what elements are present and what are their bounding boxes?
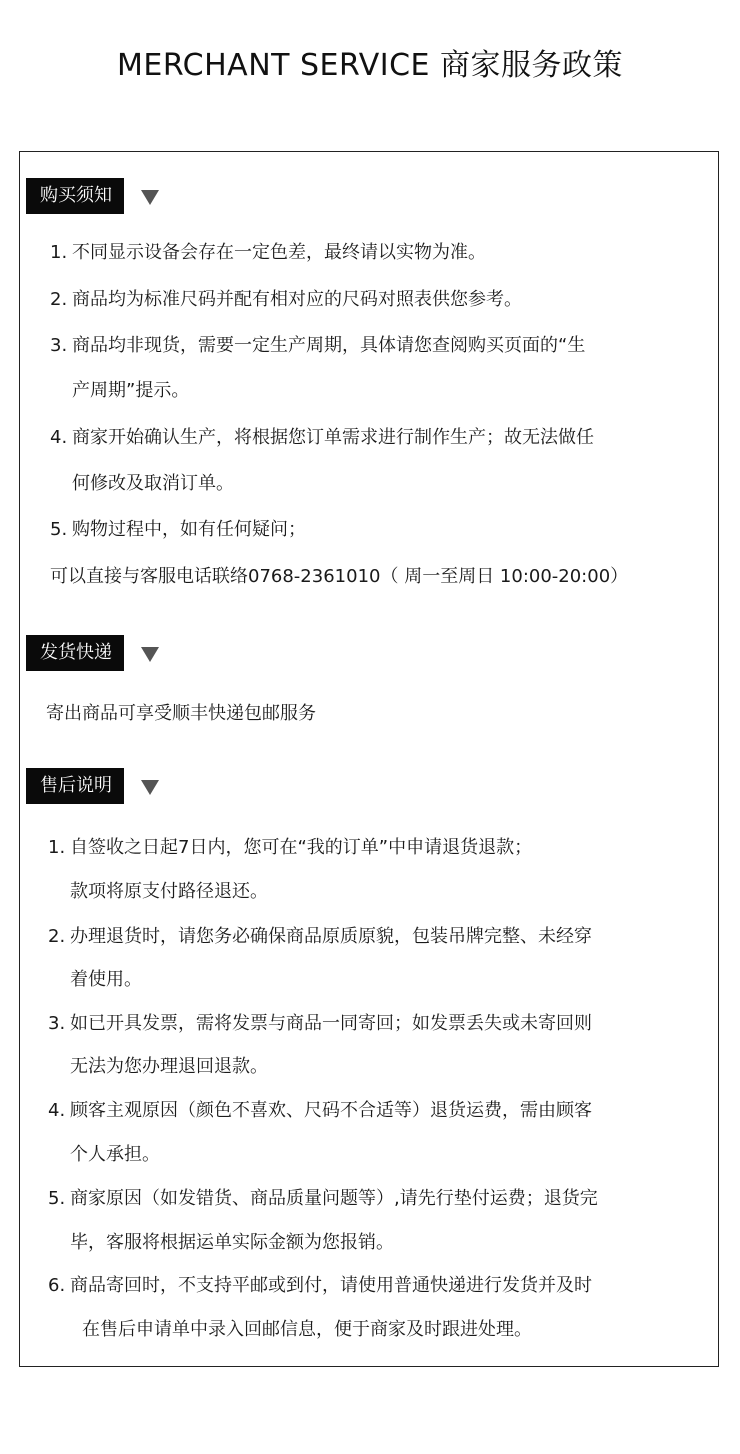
triangle-down-icon: [141, 780, 159, 795]
after-sales-item-5: 5. 商家原因（如发错货、商品质量问题等）,请先行垫付运费；退货完: [48, 1188, 598, 1209]
purchase-item-3-cont: 产周期”提示。: [72, 380, 190, 401]
after-sales-item-6-cont: 在售后申请单中录入回邮信息，便于商家及时跟进处理。: [82, 1319, 532, 1340]
after-sales-item-4: 4. 顾客主观原因（颜色不喜欢、尺码不合适等）退货运费，需由顾客: [48, 1100, 592, 1121]
after-sales-item-5-cont: 毕，客服将根据运单实际金额为您报销。: [70, 1232, 394, 1253]
purchase-item-5: 5. 购物过程中，如有任何疑问；: [50, 519, 306, 540]
policy-frame: [19, 151, 719, 1367]
shipping-text: 寄出商品可享受顺丰快递包邮服务: [46, 703, 316, 724]
after-sales-item-3: 3. 如已开具发票，需将发票与商品一同寄回；如发票丢失或未寄回则: [48, 1013, 592, 1034]
section-title-after-sales: 售后说明: [26, 768, 124, 804]
page-title: MERCHANT SERVICE 商家服务政策: [116, 48, 624, 83]
after-sales-item-1: 1. 自签收之日起7日内，您可在“我的订单”中申请退货退款；: [48, 837, 533, 858]
after-sales-item-3-cont: 无法为您办理退回退款。: [70, 1056, 268, 1077]
triangle-down-icon: [141, 647, 159, 662]
purchase-contact: 可以直接与客服电话联络0768-2361010（ 周一至周日 10:00-20:00）: [50, 566, 629, 587]
section-title-shipping: 发货快递: [26, 635, 124, 671]
purchase-item-4-cont: 何修改及取消订单。: [72, 473, 234, 494]
section-header-after-sales: [26, 768, 159, 804]
purchase-item-1: 1. 不同显示设备会存在一定色差，最终请以实物为准。: [50, 242, 486, 263]
purchase-item-4: 4. 商家开始确认生产，将根据您订单需求进行制作生产；故无法做任: [50, 427, 594, 448]
after-sales-item-2: 2. 办理退货时，请您务必确保商品原质原貌，包装吊牌完整、未经穿: [48, 926, 592, 947]
section-header-purchase: [26, 178, 159, 214]
after-sales-item-4-cont: 个人承担。: [70, 1144, 160, 1165]
section-header-shipping: [26, 635, 159, 671]
after-sales-item-1-cont: 款项将原支付路径退还。: [70, 881, 268, 902]
after-sales-item-2-cont: 着使用。: [70, 969, 142, 990]
triangle-down-icon: [141, 190, 159, 205]
purchase-item-2: 2. 商品均为标准尺码并配有相对应的尺码对照表供您参考。: [50, 289, 522, 310]
purchase-item-3: 3. 商品均非现货，需要一定生产周期，具体请您查阅购买页面的“生: [50, 335, 586, 356]
after-sales-item-6: 6. 商品寄回时，不支持平邮或到付，请使用普通快递进行发货并及时: [48, 1275, 592, 1296]
section-title-purchase: 购买须知: [26, 178, 124, 214]
